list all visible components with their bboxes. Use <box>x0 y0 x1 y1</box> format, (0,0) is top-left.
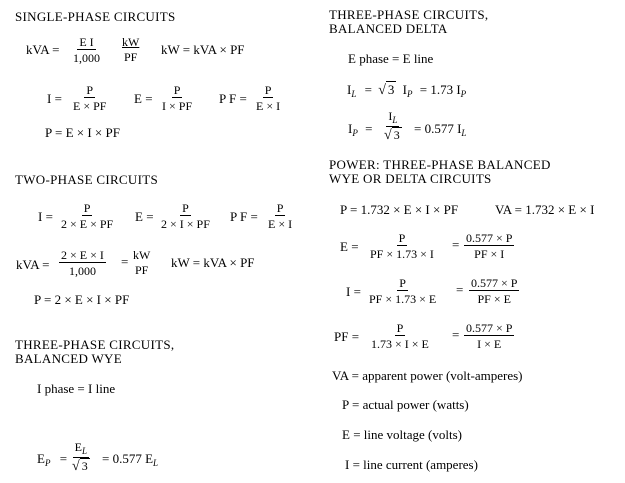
power-pf-eq: = <box>452 327 460 342</box>
sp-pf-num: P <box>264 83 272 97</box>
single-phase-heading: SINGLE-PHASE CIRCUITS <box>15 9 176 24</box>
power-i-eq: = <box>456 282 464 297</box>
tp-p-eq: P = 2 × E × I × PF <box>34 292 130 307</box>
power-i-den1: PF × 1.73 × E <box>369 292 437 306</box>
tp-pf-num: P <box>276 201 284 215</box>
sp-pf-den: E × I <box>256 99 281 113</box>
delta-il-ip-sub: P <box>406 89 413 99</box>
sp-kva-num: E I <box>79 35 94 49</box>
tp-kw-num: kW <box>133 248 151 262</box>
delta-ip-symbol: I <box>348 121 353 136</box>
tp-e-fraction <box>159 202 212 230</box>
power-i-num1: P <box>399 276 406 290</box>
legend-p: P = actual power (watts) <box>342 397 469 412</box>
tp-i-num: P <box>83 201 91 215</box>
tp-kva-den: 1,000 <box>68 264 96 278</box>
power-i-num2: 0.577 × P <box>471 276 518 290</box>
tp-pf-den: E × I <box>268 217 293 231</box>
delta-heading-line1: THREE-PHASE CIRCUITS, <box>329 7 489 22</box>
power-va-eq: VA = 1.732 × E × I <box>495 202 595 217</box>
delta-e-phase: E phase = E line <box>348 51 434 66</box>
sp-p-eq: P = E × I × PF <box>45 125 120 140</box>
sp-kva-fraction <box>71 36 102 64</box>
wye-ep-num <box>73 441 89 458</box>
delta-ip-equals: = <box>365 121 373 136</box>
sqrt-symbol-icon: √ <box>378 83 386 98</box>
power-pf-num1: P <box>396 321 404 335</box>
wye-ep-symbol: E <box>37 451 45 466</box>
power-i-fraction-1 <box>367 277 438 305</box>
tp-e-lhs: E = <box>135 209 154 224</box>
two-phase-heading: TWO-PHASE CIRCUITS <box>15 172 158 187</box>
sp-e-fraction <box>160 84 194 112</box>
tp-e-num: P <box>182 201 189 215</box>
tp-e-den: 2 × I × PF <box>161 217 210 231</box>
sp-i-den: E × PF <box>73 99 107 113</box>
tp-kw-fraction <box>131 249 152 276</box>
tp-pf-lhs: P F = <box>230 209 258 224</box>
tp-kva-lhs: kVA = <box>16 257 50 272</box>
sp-i-fraction <box>71 84 108 112</box>
wye-heading-line2: BALANCED WYE <box>15 351 122 366</box>
sp-kw-den: PF <box>123 50 138 64</box>
delta-il-sqrt-arg: 3 <box>387 82 395 97</box>
wye-ep-eq: = <box>59 451 68 466</box>
tp-kw-eq: kW = kVA × PF <box>171 255 255 270</box>
delta-ip-num-symbol: I <box>388 109 393 123</box>
sp-kva-lhs: kVA = <box>26 42 60 57</box>
delta-ip-den-arg: 3 <box>393 128 400 142</box>
sp-e-den: I × PF <box>162 99 193 113</box>
sp-kw-eq: kW = kVA × PF <box>161 42 245 57</box>
tp-i-lhs: I = <box>38 209 53 224</box>
power-e-fraction-1 <box>368 232 436 260</box>
tp-i-fraction <box>59 202 115 230</box>
delta-ip-num <box>386 110 399 127</box>
delta-ip-rhs-sub: L <box>461 128 467 138</box>
power-e-den2: PF × I <box>474 247 505 261</box>
power-e-fraction-2 <box>464 232 514 260</box>
power-heading-line1: POWER: THREE-PHASE BALANCED <box>329 157 551 172</box>
delta-ip-fraction <box>382 110 404 143</box>
wye-ep-lhs <box>37 452 67 468</box>
sp-e-num: P <box>173 83 181 97</box>
power-i-den2: PF × E <box>477 292 511 306</box>
power-e-num1: P <box>398 231 406 245</box>
sp-kw-num: kW <box>122 35 140 49</box>
power-e-den1: PF × 1.73 × I <box>370 247 434 261</box>
legend-va: VA = apparent power (volt-amperes) <box>332 368 523 383</box>
wye-ep-rhs-text: = 0.577 E <box>102 451 154 466</box>
wye-heading-line1: THREE-PHASE CIRCUITS, <box>15 337 175 352</box>
power-i-lhs: I = <box>346 284 361 299</box>
wye-i-phase: I phase = I line <box>37 381 116 396</box>
power-heading-line2: WYE OR DELTA CIRCUITS <box>329 171 492 186</box>
sp-pf-lhs: P F = <box>219 91 247 106</box>
tp-kw-den: PF <box>134 263 149 277</box>
power-pf-num2: 0.577 × P <box>466 321 513 335</box>
delta-ip-den <box>382 127 404 143</box>
sp-pf-fraction <box>254 84 282 112</box>
delta-il-rhs: = 1.73 I <box>419 82 461 97</box>
power-e-num2: 0.577 × P <box>466 231 513 245</box>
wye-ep-sub: P <box>44 458 51 468</box>
power-pf-fraction-1 <box>369 322 431 350</box>
power-pf-den1: 1.73 × I × E <box>371 337 429 351</box>
power-e-eq: = <box>452 237 460 252</box>
sp-e-lhs: E = <box>134 91 153 106</box>
legend-i: I = line current (amperes) <box>345 457 478 472</box>
delta-il-equals: = <box>364 82 372 97</box>
power-e-lhs: E = <box>340 239 359 254</box>
delta-heading-line2: BALANCED DELTA <box>329 21 448 36</box>
wye-ep-den-arg: 3 <box>81 459 88 473</box>
delta-il-eq <box>347 83 466 99</box>
tp-kva-fraction <box>59 249 106 277</box>
wye-ep-rhs-sub: L <box>153 458 159 468</box>
tp-i-den: 2 × E × PF <box>61 217 114 231</box>
wye-ep-den <box>70 458 92 474</box>
wye-ep-num-symbol: E <box>74 440 82 454</box>
sp-kva-den: 1,000 <box>73 51 100 65</box>
power-pf-lhs: PF = <box>334 329 360 344</box>
delta-ip-lhs <box>348 122 372 138</box>
power-pf-fraction-2 <box>464 322 514 350</box>
delta-il-rhs-sub: P <box>460 89 467 99</box>
tp-kva-num: 2 × E × I <box>61 248 104 262</box>
power-i-fraction-2 <box>469 277 519 305</box>
sp-kw-fraction <box>120 36 141 63</box>
power-p-eq: P = 1.732 × E × I × PF <box>340 202 459 217</box>
sp-i-lhs: I = <box>47 91 62 106</box>
wye-ep-rhs <box>102 452 158 468</box>
delta-ip-sub: P <box>352 128 358 138</box>
tp-pf-fraction <box>266 202 294 230</box>
sp-i-num: P <box>86 83 94 97</box>
tp-kva-eq: = <box>121 254 129 269</box>
power-pf-den2: I × E <box>477 337 502 351</box>
legend-e: E = line voltage (volts) <box>342 427 462 442</box>
delta-il-sub: L <box>351 89 357 99</box>
delta-ip-rhs-text: = 0.577 I <box>414 121 462 136</box>
delta-ip-rhs <box>414 122 466 138</box>
sqrt-symbol-icon: √ <box>72 459 80 474</box>
delta-ip-num-sub: L <box>392 115 398 125</box>
wye-ep-fraction <box>70 441 92 474</box>
sqrt-symbol-icon: √ <box>384 128 392 143</box>
wye-ep-num-sub: L <box>82 446 88 456</box>
delta-il-ip-symbol: I <box>402 82 407 97</box>
delta-il-symbol: I <box>347 82 352 97</box>
